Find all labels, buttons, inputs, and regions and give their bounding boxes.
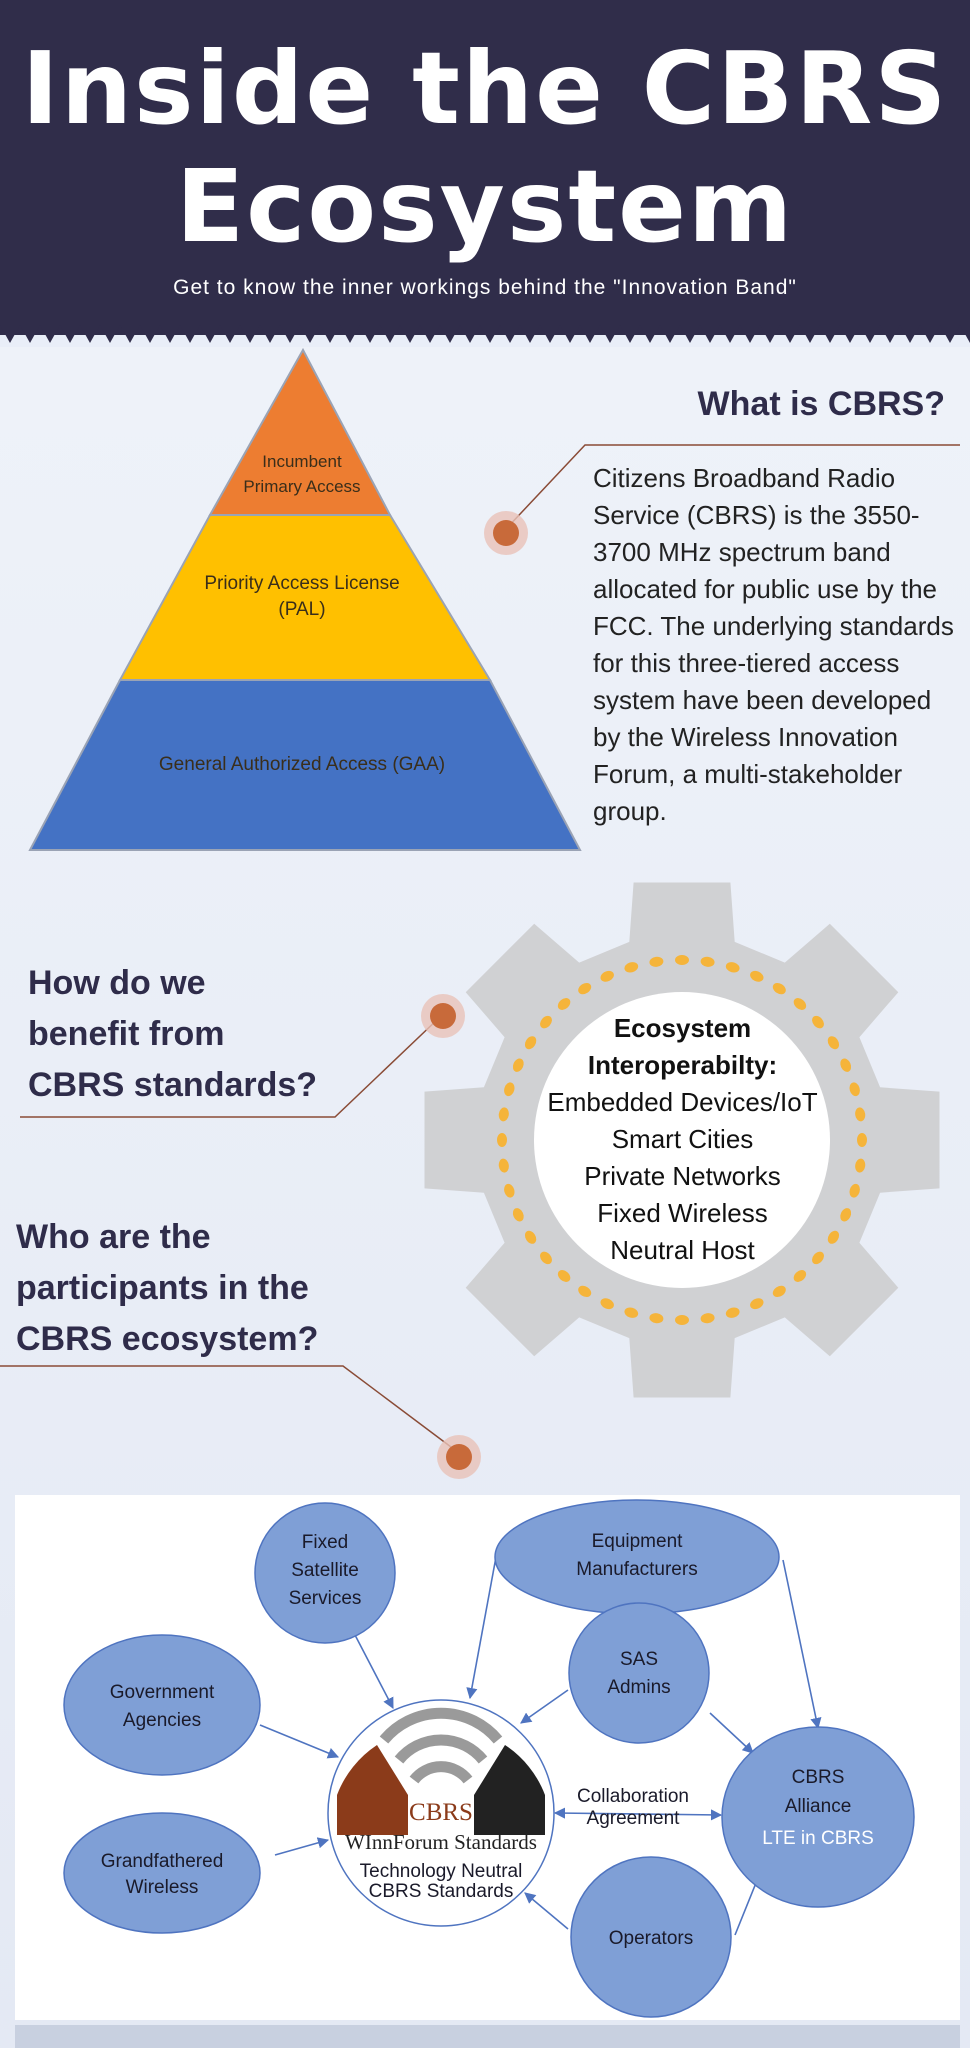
page-subtitle: Get to know the inner workings behind the "Innovation Band" [173,276,797,299]
pyramid-gaa-label: General Authorized Access (GAA) [158,754,446,775]
interop-title-line1: Ecosystem [613,1013,752,1043]
node-government-agencies [64,1635,260,1775]
node-grandfathered-wireless [64,1813,260,1933]
ecosystem-interoperability [505,1010,860,1269]
node-alliance-line1: CBRS [791,1767,845,1788]
collab-line1: Collaboration [577,1786,689,1807]
node-cbrs-alliance [722,1727,914,1907]
participants-heading-line1: Who are the [16,1218,211,1256]
benefit-heading [28,958,348,1111]
node-operators-label: Operators [608,1928,694,1949]
what-is-cbrs-body: Citizens Broadband Radio Service (CBRS) is the 3550-3700 MHz spectrum band allocated for public use by the FCC. The underlying standards for this three-tiered access system have been developed by the Wireless Innovation Forum, a multi-stakeholder group. [593,463,954,826]
node-sas-line1: SAS [619,1649,659,1670]
participants-heading-line2: participants in the [16,1269,309,1307]
benefit-heading-line1: How do we [28,964,206,1002]
node-operators [571,1857,731,2017]
center-line1: Technology Neutral [359,1861,523,1882]
gear-dot [675,955,689,965]
node-alliance-sub: LTE in CBRS [762,1828,874,1849]
interop-item: Fixed Wireless [597,1198,768,1228]
center-line2: CBRS Standards [368,1881,514,1902]
node-fixed-satellite-line1: Fixed [301,1532,349,1553]
participants-heading [16,1212,356,1365]
node-sas-line2: Admins [607,1677,671,1698]
node-equipment-line2: Manufacturers [576,1559,698,1580]
node-equipment-line1: Equipment [591,1531,683,1552]
title-line-2: Ecosystem [175,148,795,265]
pyramid-pal-line2: (PAL) [278,599,326,620]
node-fixed-satellite [255,1503,395,1643]
node-fixed-satellite-line2: Satellite [291,1560,359,1581]
node-grandfathered-line2: Wireless [125,1877,199,1898]
interop-item: Private Networks [584,1161,781,1191]
interop-item: Embedded Devices/IoT [547,1087,818,1117]
node-fixed-satellite-line3: Services [288,1588,362,1609]
pyramid-pal-line1: Priority Access License [204,573,400,594]
node-winnforum-standards [328,1700,554,1926]
benefit-heading-line2: benefit from [28,1015,225,1053]
title-line-1: Inside the CBRS [21,30,949,147]
benefit-heading-line3: CBRS standards? [28,1066,318,1104]
pyramid-incumbent-line2: Primary Access [243,477,361,496]
gear-dot [675,1315,689,1325]
page-title [0,30,970,266]
collab-line2: Agreement [586,1808,680,1829]
ecosystem-diagram-panel [15,1495,960,2020]
pyramid-tier-pal [120,515,490,680]
access-tier-pyramid [20,345,590,855]
node-government-line1: Government [109,1682,215,1703]
logo-winnforum-text: WInnForum Standards [345,1830,537,1854]
ecosystem-diagram [15,1495,960,2020]
pyramid-incumbent-line1: Incumbent [262,452,342,471]
logo-cbrs-text: CBRS [409,1799,473,1826]
node-sas-admins [569,1603,709,1743]
node-equipment-manufacturers [495,1500,779,1614]
what-is-cbrs-heading: What is CBRS? [697,385,945,423]
node-grandfathered-line1: Grandfathered [100,1851,224,1872]
interop-title-line2: Interoperabilty: [587,1050,778,1080]
node-alliance-line2: Alliance [784,1796,852,1817]
header-zigzag-edge [0,325,970,347]
interop-item: Neutral Host [610,1235,755,1265]
footer-bar [15,2025,960,2048]
interop-item: Smart Cities [611,1124,754,1154]
participants-heading-line3: CBRS ecosystem? [16,1320,319,1358]
node-government-line2: Agencies [122,1710,202,1731]
